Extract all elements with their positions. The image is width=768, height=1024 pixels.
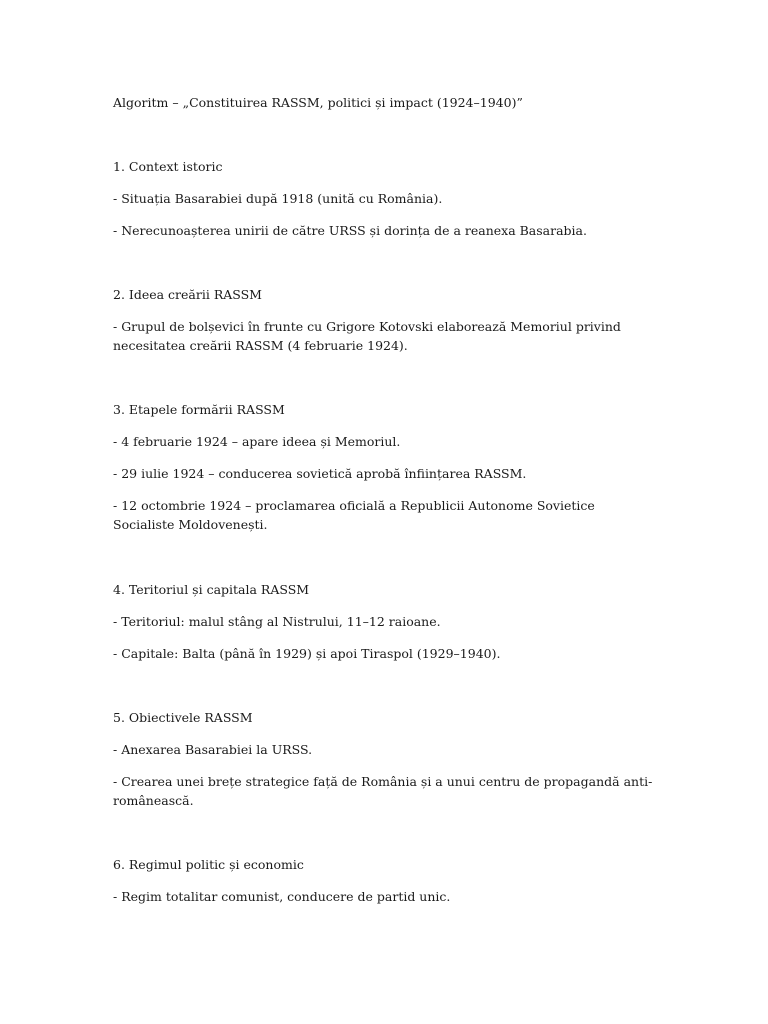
document-title: Algoritm – „Constituirea RASSM, politici și impact (1924–1940)” [113,95,523,110]
section-item: - Situația Basarabiei după 1918 (unită cu România). [113,191,443,206]
section-item: - 12 octombrie 1924 – proclamarea oficială a Republicii Autonome Sovietice Socialiste Moldovenești. [113,498,595,532]
section-item: - Teritoriul: malul stâng al Nistrului, 11–12 raioane. [113,614,441,629]
section-item: - Nerecunoașterea unirii de către URSS și dorința de a reanexa Basarabia. [113,223,587,238]
section-item: - Grupul de bolșevici în frunte cu Grigore Kotovski elaborează Memoriul privind necesitatea creării RASSM (4 februarie 1924). [113,319,621,353]
section-item: - Crearea unei brețe strategice față de România și a unui centru de propagandă anti-românească. [113,774,653,808]
section-item: - Capitale: Balta (până în 1929) și apoi Tiraspol (1929–1940). [113,646,501,661]
section-item: - 4 februarie 1924 – apare ideea și Memoriul. [113,434,401,449]
section-heading: 4. Teritoriul și capitala RASSM [113,582,310,597]
section-heading: 3. Etapele formării RASSM [113,402,285,417]
section-heading: 5. Obiectivele RASSM [113,710,253,725]
section-item: - Anexarea Basarabiei la URSS. [113,742,313,757]
section-heading: 2. Ideea creării RASSM [113,287,262,302]
section-heading: 1. Context istoric [113,159,223,174]
section-item: - 29 iulie 1924 – conducerea sovietică aprobă înființarea RASSM. [113,466,527,481]
section-item: - Regim totalitar comunist, conducere de partid unic. [113,889,451,904]
section-heading: 6. Regimul politic și economic [113,857,304,872]
